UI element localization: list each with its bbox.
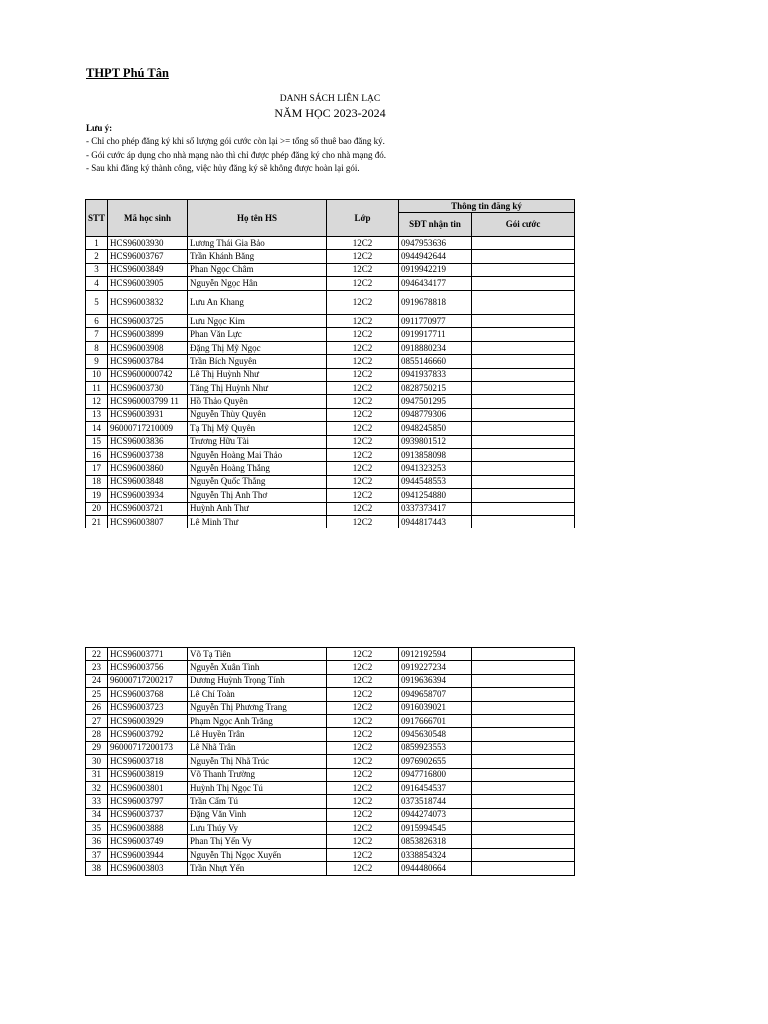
cell-phone: 0912192594: [399, 648, 472, 661]
cell-student-id: HCS96003832: [108, 290, 188, 315]
cell-stt: 10: [86, 368, 108, 381]
cell-phone: 0913858098: [399, 448, 472, 461]
cell-class: 12C2: [327, 701, 399, 714]
cell-phone: 0948779306: [399, 408, 472, 421]
cell-student-name: Nguyễn Xuân Tình: [188, 661, 327, 674]
cell-phone: 0947501295: [399, 395, 472, 408]
table-row: [86, 768, 575, 781]
cell-class: 12C2: [327, 848, 399, 861]
cell-student-id: HCS96003934: [108, 489, 188, 502]
cell-student-name: Nguyễn Thùy Quyên: [188, 408, 327, 421]
header-package: Gói cước: [472, 213, 575, 237]
document-title: DANH SÁCH LIÊN LẠC: [279, 94, 381, 104]
cell-phone: 0828750215: [399, 382, 472, 395]
cell-student-name: Trần Cẩm Tú: [188, 795, 327, 808]
cell-student-id: HCS96003718: [108, 755, 188, 768]
cell-student-id: HCS96003899: [108, 328, 188, 341]
cell-phone: 0915994545: [399, 822, 472, 835]
cell-phone: 0919227234: [399, 661, 472, 674]
cell-class: 12C2: [327, 328, 399, 341]
cell-student-name: Trương Hữu Tài: [188, 435, 327, 448]
cell-student-id: 96000717200217: [108, 674, 188, 687]
cell-package: [472, 661, 575, 674]
cell-stt: 32: [86, 781, 108, 794]
cell-stt: 31: [86, 768, 108, 781]
cell-package: [472, 835, 575, 848]
contact-table-part-2: [85, 647, 575, 876]
table-row: [86, 435, 575, 448]
cell-phone: 0944480664: [399, 862, 472, 875]
table-row: [86, 808, 575, 821]
cell-class: 12C2: [327, 395, 399, 408]
cell-class: 12C2: [327, 714, 399, 727]
cell-stt: 30: [86, 755, 108, 768]
cell-stt: 3: [86, 263, 108, 276]
cell-class: 12C2: [327, 688, 399, 701]
cell-student-id: HCS96003767: [108, 250, 188, 263]
cell-class: 12C2: [327, 315, 399, 328]
cell-student-name: Phan Ngọc Châm: [188, 263, 327, 276]
cell-student-id: HCS9600000742: [108, 368, 188, 381]
cell-class: 12C2: [327, 822, 399, 835]
cell-student-name: Trần Bích Nguyên: [188, 355, 327, 368]
cell-phone: 0855146660: [399, 355, 472, 368]
cell-package: [472, 448, 575, 461]
cell-stt: 21: [86, 515, 108, 528]
cell-stt: 33: [86, 795, 108, 808]
cell-student-id: HCS96003931: [108, 408, 188, 421]
table-row: [86, 368, 575, 381]
cell-stt: 20: [86, 502, 108, 515]
cell-phone: 0338854324: [399, 848, 472, 861]
cell-package: [472, 808, 575, 821]
cell-student-id: HCS96003888: [108, 822, 188, 835]
cell-phone: 0919678818: [399, 290, 472, 315]
table-row: [86, 795, 575, 808]
cell-stt: 24: [86, 674, 108, 687]
cell-package: [472, 462, 575, 475]
cell-phone: 0917666701: [399, 714, 472, 727]
table-row: [86, 701, 575, 714]
cell-student-name: Nguyễn Ngọc Hân: [188, 277, 327, 290]
notes-section: [86, 122, 386, 175]
cell-student-id: 96000717210009: [108, 422, 188, 435]
cell-stt: 18: [86, 475, 108, 488]
cell-stt: 15: [86, 435, 108, 448]
cell-class: 12C2: [327, 448, 399, 461]
header-class: Lớp: [327, 200, 399, 237]
header-registration-info: Thông tin đăng ký: [399, 200, 575, 213]
cell-stt: 35: [86, 822, 108, 835]
cell-package: [472, 328, 575, 341]
table-row: [86, 661, 575, 674]
cell-stt: 16: [86, 448, 108, 461]
cell-class: 12C2: [327, 408, 399, 421]
cell-student-id: HCS96003771: [108, 648, 188, 661]
cell-stt: 22: [86, 648, 108, 661]
cell-student-id: HCS96003737: [108, 808, 188, 821]
table-row: [86, 502, 575, 515]
table-row: [86, 355, 575, 368]
table-row: [86, 277, 575, 290]
cell-student-id: HCS96003730: [108, 382, 188, 395]
cell-student-name: Huỳnh Anh Thư: [188, 502, 327, 515]
cell-phone: 0939801512: [399, 435, 472, 448]
cell-package: [472, 674, 575, 687]
cell-student-id: HCS96003819: [108, 768, 188, 781]
cell-student-name: Võ Tạ Tiên: [188, 648, 327, 661]
cell-package: [472, 382, 575, 395]
cell-package: [472, 515, 575, 528]
cell-package: [472, 395, 575, 408]
cell-student-name: Lê Huyền Trân: [188, 728, 327, 741]
cell-package: [472, 502, 575, 515]
cell-phone: 0853826318: [399, 835, 472, 848]
cell-class: 12C2: [327, 277, 399, 290]
cell-stt: 12: [86, 395, 108, 408]
cell-student-name: Võ Thanh Trường: [188, 768, 327, 781]
cell-stt: 13: [86, 408, 108, 421]
school-year-title: NĂM HỌC 2023-2024: [274, 106, 386, 120]
cell-student-id: HCS96003930: [108, 237, 188, 250]
cell-phone: 0944817443: [399, 515, 472, 528]
cell-student-name: Trần Nhựt Yến: [188, 862, 327, 875]
cell-stt: 11: [86, 382, 108, 395]
cell-student-id: HCS96003768: [108, 688, 188, 701]
cell-class: 12C2: [327, 489, 399, 502]
cell-stt: 14: [86, 422, 108, 435]
table-row: [86, 822, 575, 835]
cell-phone: 0944274073: [399, 808, 472, 821]
cell-student-name: Lê Minh Thư: [188, 515, 327, 528]
cell-package: [472, 290, 575, 315]
cell-package: [472, 263, 575, 276]
cell-phone: 0919942219: [399, 263, 472, 276]
cell-student-name: Huỳnh Thị Ngọc Tú: [188, 781, 327, 794]
cell-stt: 37: [86, 848, 108, 861]
cell-student-name: Nguyễn Thị Phương Trang: [188, 701, 327, 714]
school-name: THPT Phú Tân: [86, 66, 169, 80]
cell-student-id: HCS96003836: [108, 435, 188, 448]
cell-student-id: HCS96003849: [108, 263, 188, 276]
cell-phone: 0944942644: [399, 250, 472, 263]
table-row: [86, 741, 575, 754]
table-row: [86, 515, 575, 528]
cell-class: 12C2: [327, 250, 399, 263]
cell-phone: 0941254880: [399, 489, 472, 502]
cell-stt: 23: [86, 661, 108, 674]
cell-student-name: Nguyễn Thị Nhã Trúc: [188, 755, 327, 768]
cell-student-name: Nguyễn Hoàng Thắng: [188, 462, 327, 475]
table-row: [86, 862, 575, 875]
cell-class: 12C2: [327, 648, 399, 661]
cell-package: [472, 237, 575, 250]
cell-student-name: Hồ Thảo Quyên: [188, 395, 327, 408]
cell-phone: 0947953636: [399, 237, 472, 250]
cell-package: [472, 755, 575, 768]
cell-class: 12C2: [327, 263, 399, 276]
cell-package: [472, 795, 575, 808]
cell-package: [472, 848, 575, 861]
cell-class: 12C2: [327, 502, 399, 515]
cell-stt: 27: [86, 714, 108, 727]
cell-class: 12C2: [327, 674, 399, 687]
cell-class: 12C2: [327, 237, 399, 250]
cell-student-name: Lưu Ngọc Kim: [188, 315, 327, 328]
cell-phone: 0916039021: [399, 701, 472, 714]
cell-stt: 17: [86, 462, 108, 475]
cell-package: [472, 768, 575, 781]
cell-student-name: Nguyễn Quốc Thắng: [188, 475, 327, 488]
cell-student-id: HCS96003723: [108, 701, 188, 714]
cell-phone: 0918880234: [399, 341, 472, 354]
cell-phone: 0945630548: [399, 728, 472, 741]
cell-class: 12C2: [327, 475, 399, 488]
note-line: - Sau khi đăng ký thành công, việc hủy đăng ký sẽ không được hoàn lại gói.: [86, 162, 360, 173]
header-stt: STT: [86, 200, 108, 237]
cell-phone: 0976902655: [399, 755, 472, 768]
contact-table-part-1: [85, 199, 575, 528]
cell-student-name: Nguyễn Thị Anh Thơ: [188, 489, 327, 502]
table-row: [86, 835, 575, 848]
cell-student-id: HCS96003944: [108, 848, 188, 861]
cell-class: 12C2: [327, 422, 399, 435]
cell-stt: 1: [86, 237, 108, 250]
cell-student-id: HCS96003749: [108, 835, 188, 848]
cell-stt: 7: [86, 328, 108, 341]
cell-phone: 0916454537: [399, 781, 472, 794]
table-row: [86, 328, 575, 341]
cell-class: 12C2: [327, 781, 399, 794]
cell-stt: 9: [86, 355, 108, 368]
cell-student-name: Phan Thị Yến Vy: [188, 835, 327, 848]
cell-student-name: Đặng Văn Vinh: [188, 808, 327, 821]
cell-package: [472, 341, 575, 354]
cell-student-id: HCS96003792: [108, 728, 188, 741]
cell-stt: 38: [86, 862, 108, 875]
cell-stt: 29: [86, 741, 108, 754]
cell-package: [472, 822, 575, 835]
cell-class: 12C2: [327, 462, 399, 475]
cell-stt: 28: [86, 728, 108, 741]
table-row: [86, 395, 575, 408]
table-row: [86, 462, 575, 475]
cell-class: 12C2: [327, 741, 399, 754]
cell-class: 12C2: [327, 382, 399, 395]
cell-student-name: Tạ Thị Mỹ Quyên: [188, 422, 327, 435]
cell-package: [472, 701, 575, 714]
table-row: [86, 475, 575, 488]
cell-phone: 0919636394: [399, 674, 472, 687]
cell-package: [472, 315, 575, 328]
cell-stt: 6: [86, 315, 108, 328]
cell-phone: 0919917711: [399, 328, 472, 341]
cell-class: 12C2: [327, 661, 399, 674]
table-row: [86, 755, 575, 768]
header-phone: SĐT nhận tin: [399, 213, 472, 237]
cell-stt: 34: [86, 808, 108, 821]
cell-class: 12C2: [327, 795, 399, 808]
cell-phone: 0941323253: [399, 462, 472, 475]
cell-stt: 36: [86, 835, 108, 848]
cell-package: [472, 250, 575, 263]
note-line: - Gói cước áp dụng cho nhà mạng nào thì chỉ được phép đăng ký cho nhà mạng đó.: [86, 149, 386, 160]
cell-stt: 2: [86, 250, 108, 263]
cell-student-name: Đặng Thị Mỹ Ngọc: [188, 341, 327, 354]
cell-student-name: Dương Huỳnh Trọng Tính: [188, 674, 327, 687]
cell-student-name: Nguyễn Hoàng Mai Thảo: [188, 448, 327, 461]
cell-stt: 25: [86, 688, 108, 701]
cell-student-name: Phạm Ngọc Anh Trăng: [188, 714, 327, 727]
cell-student-name: Lưu Thúy Vy: [188, 822, 327, 835]
table-row: [86, 714, 575, 727]
table-row: [86, 315, 575, 328]
cell-stt: 26: [86, 701, 108, 714]
cell-student-name: Lê Nhã Trân: [188, 741, 327, 754]
table-row: [86, 250, 575, 263]
cell-student-name: Trần Khánh Băng: [188, 250, 327, 263]
cell-student-id: HCS96003905: [108, 277, 188, 290]
table-row: [86, 263, 575, 276]
notes-heading: Lưu ý:: [86, 123, 113, 133]
cell-class: 12C2: [327, 355, 399, 368]
cell-student-name: Phan Văn Lực: [188, 328, 327, 341]
cell-package: [472, 277, 575, 290]
cell-student-id: HCS96003807: [108, 515, 188, 528]
cell-student-id: HCS96003721: [108, 502, 188, 515]
table-row: [86, 489, 575, 502]
cell-student-id: HCS96003860: [108, 462, 188, 475]
table-row: [86, 382, 575, 395]
header-name: Họ tên HS: [188, 200, 327, 237]
cell-package: [472, 435, 575, 448]
table-row: [86, 422, 575, 435]
cell-student-name: Lưu An Khang: [188, 290, 327, 315]
cell-phone: 0941937833: [399, 368, 472, 381]
cell-package: [472, 741, 575, 754]
cell-phone: 0949658707: [399, 688, 472, 701]
cell-student-id: HCS96003784: [108, 355, 188, 368]
cell-student-id: HCS96003803: [108, 862, 188, 875]
cell-stt: 19: [86, 489, 108, 502]
cell-phone: 0948245850: [399, 422, 472, 435]
cell-student-id: HCS96003848: [108, 475, 188, 488]
cell-student-id: HCS96003929: [108, 714, 188, 727]
cell-student-id: HCS96003797: [108, 795, 188, 808]
header-student-id: Mã học sinh: [108, 200, 188, 237]
cell-student-id: 96000717200173: [108, 741, 188, 754]
cell-class: 12C2: [327, 755, 399, 768]
cell-phone: 0911770977: [399, 315, 472, 328]
cell-student-id: HCS96003725: [108, 315, 188, 328]
cell-student-name: Nguyễn Thị Ngọc Xuyến: [188, 848, 327, 861]
cell-stt: 4: [86, 277, 108, 290]
cell-class: 12C2: [327, 341, 399, 354]
cell-class: 12C2: [327, 835, 399, 848]
cell-phone: 0944548553: [399, 475, 472, 488]
cell-phone: 0337373417: [399, 502, 472, 515]
note-line: - Chỉ cho phép đăng ký khi số lượng gói cước còn lại >= tổng số thuê bao đăng ký.: [86, 136, 385, 147]
cell-package: [472, 862, 575, 875]
cell-student-name: Lương Thái Gia Bảo: [188, 237, 327, 250]
cell-package: [472, 714, 575, 727]
cell-package: [472, 422, 575, 435]
table-row: [86, 237, 575, 250]
table-row: [86, 341, 575, 354]
cell-stt: 8: [86, 341, 108, 354]
cell-class: 12C2: [327, 768, 399, 781]
table-row: [86, 688, 575, 701]
table-row: [86, 728, 575, 741]
cell-package: [472, 648, 575, 661]
cell-phone: 0946434177: [399, 277, 472, 290]
cell-student-id: HCS96003738: [108, 448, 188, 461]
cell-student-id: HCS960003799 11: [108, 395, 188, 408]
cell-class: 12C2: [327, 515, 399, 528]
cell-student-id: HCS96003801: [108, 781, 188, 794]
cell-student-id: HCS96003756: [108, 661, 188, 674]
cell-package: [472, 368, 575, 381]
cell-phone: 0859923553: [399, 741, 472, 754]
cell-phone: 0373518744: [399, 795, 472, 808]
table-row: [86, 648, 575, 661]
cell-class: 12C2: [327, 728, 399, 741]
cell-phone: 0947716800: [399, 768, 472, 781]
cell-student-id: HCS96003908: [108, 341, 188, 354]
table-row: [86, 674, 575, 687]
cell-class: 12C2: [327, 290, 399, 315]
cell-package: [472, 688, 575, 701]
cell-class: 12C2: [327, 808, 399, 821]
cell-student-name: Tăng Thị Huỳnh Như: [188, 382, 327, 395]
cell-package: [472, 781, 575, 794]
cell-package: [472, 489, 575, 502]
table-row: [86, 408, 575, 421]
table-row: [86, 290, 575, 315]
table-row: [86, 448, 575, 461]
cell-package: [472, 475, 575, 488]
cell-package: [472, 728, 575, 741]
cell-student-name: Lê Thị Huỳnh Như: [188, 368, 327, 381]
table-row: [86, 781, 575, 794]
cell-class: 12C2: [327, 435, 399, 448]
table-row: [86, 848, 575, 861]
cell-package: [472, 408, 575, 421]
cell-class: 12C2: [327, 368, 399, 381]
cell-student-name: Lê Chí Toàn: [188, 688, 327, 701]
cell-class: 12C2: [327, 862, 399, 875]
cell-stt: 5: [86, 290, 108, 315]
cell-package: [472, 355, 575, 368]
